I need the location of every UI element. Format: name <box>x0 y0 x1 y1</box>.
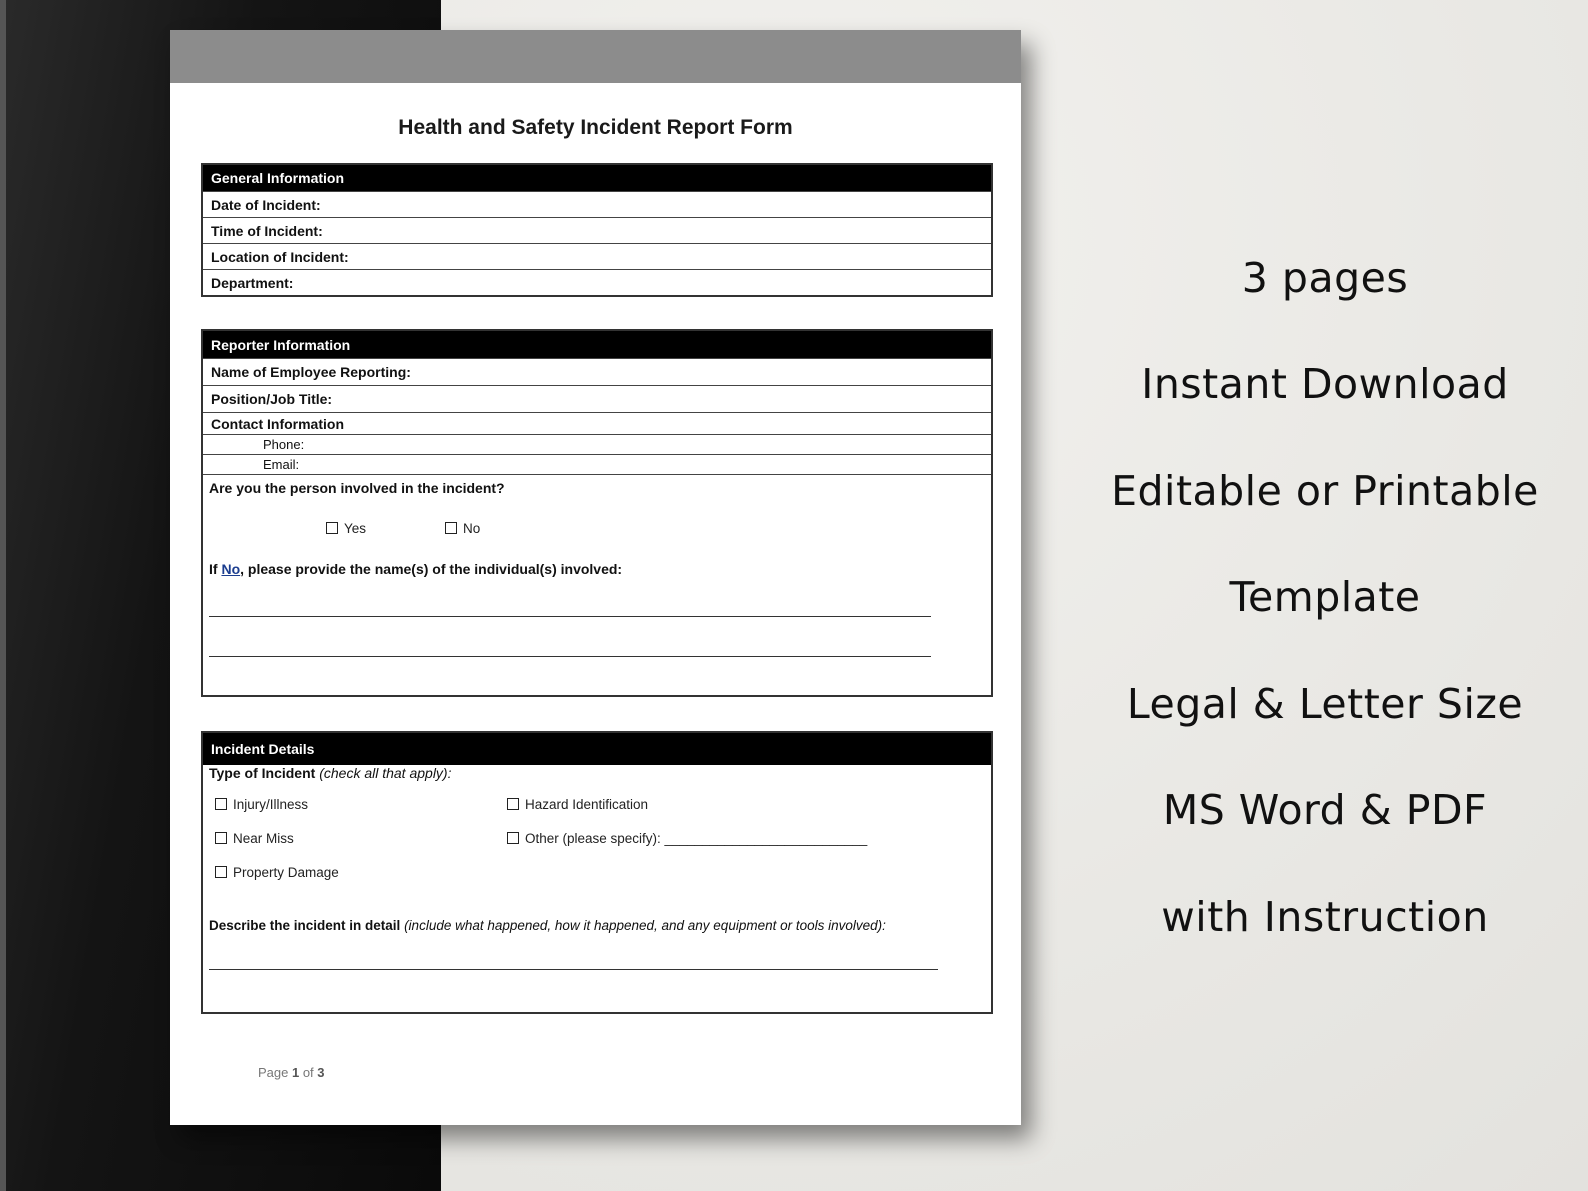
injury-illness-option[interactable] <box>215 797 308 812</box>
phone-field[interactable]: Phone: <box>203 434 991 454</box>
near-miss-option[interactable] <box>215 831 294 846</box>
type-of-incident-label <box>209 765 452 781</box>
promo-instruction: with Instruction <box>1161 893 1489 941</box>
involved-name-line-2[interactable] <box>209 656 931 657</box>
injury-illness-label: Injury/Illness <box>233 797 309 812</box>
yes-checkbox[interactable] <box>326 522 338 534</box>
job-title-field[interactable]: Position/Job Title: <box>203 385 991 412</box>
total-pages: 3 <box>317 1065 325 1080</box>
no-checkbox[interactable] <box>445 522 457 534</box>
page-label: Page <box>258 1065 292 1080</box>
if-prefix: If <box>209 561 222 577</box>
if-rest: , please provide the name(s) of the individual(s) involved: <box>240 561 623 577</box>
reporter-information-header: Reporter Information <box>203 331 991 358</box>
email-field[interactable]: Email: <box>203 454 991 474</box>
describe-incident-label <box>209 918 886 933</box>
property-damage-label: Property Damage <box>233 865 339 880</box>
date-of-incident-field[interactable]: Date of Incident: <box>203 191 991 217</box>
near-miss-checkbox[interactable] <box>215 832 227 844</box>
department-field[interactable]: Department: <box>203 269 991 295</box>
promo-formats: MS Word & PDF <box>1162 786 1488 834</box>
yes-option[interactable] <box>326 521 366 536</box>
promo-template: Template <box>1229 573 1421 621</box>
involvement-question: Are you the person involved in the incident? <box>209 480 505 496</box>
describe-label-text: Describe the incident in detail <box>209 918 401 933</box>
describe-incident-line[interactable] <box>209 969 938 970</box>
hazard-identification-option[interactable] <box>507 797 648 812</box>
property-damage-option[interactable] <box>215 865 339 880</box>
involvement-section <box>203 474 991 696</box>
no-emphasis: No <box>221 561 241 577</box>
no-label: No <box>463 521 481 536</box>
promo-instant-download: Instant Download <box>1141 360 1509 408</box>
contact-information-label: Contact Information <box>203 412 991 434</box>
current-page: 1 <box>291 1065 300 1080</box>
type-note-text: (check all that apply): <box>319 765 452 781</box>
other-option[interactable] <box>507 831 867 846</box>
form-title: Health and Safety Incident Report Form <box>398 116 793 139</box>
promo-editable-printable: Editable or Printable <box>1111 467 1539 515</box>
involved-name-line-1[interactable] <box>209 616 931 617</box>
promo-pages: 3 pages <box>1241 254 1409 302</box>
promo-legal-letter-size: Legal & Letter Size <box>1126 680 1524 728</box>
other-label: Other (please specify): ___________________________ <box>525 831 868 846</box>
type-label-text: Type of Incident <box>209 765 316 781</box>
general-information-table <box>201 163 993 297</box>
hazard-identification-checkbox[interactable] <box>507 798 519 810</box>
describe-note-text: (include what happened, how it happened, and any equipment or tools involved): <box>404 918 886 933</box>
incident-details-header: Incident Details <box>203 733 991 765</box>
of-label: of <box>299 1065 318 1080</box>
employee-name-field[interactable]: Name of Employee Reporting: <box>203 358 991 385</box>
page-header-bar <box>170 30 1021 83</box>
time-of-incident-field[interactable]: Time of Incident: <box>203 217 991 243</box>
location-of-incident-field[interactable]: Location of Incident: <box>203 243 991 269</box>
page-number <box>258 1065 325 1080</box>
if-no-instruction <box>209 561 622 577</box>
reporter-information-table <box>201 329 993 697</box>
no-option[interactable] <box>445 521 480 536</box>
other-checkbox[interactable] <box>507 832 519 844</box>
general-information-header: General Information <box>203 165 991 191</box>
property-damage-checkbox[interactable] <box>215 866 227 878</box>
injury-illness-checkbox[interactable] <box>215 798 227 810</box>
hazard-identification-label: Hazard Identification <box>525 797 649 812</box>
yes-label: Yes <box>344 521 367 536</box>
near-miss-label: Near Miss <box>233 831 294 846</box>
